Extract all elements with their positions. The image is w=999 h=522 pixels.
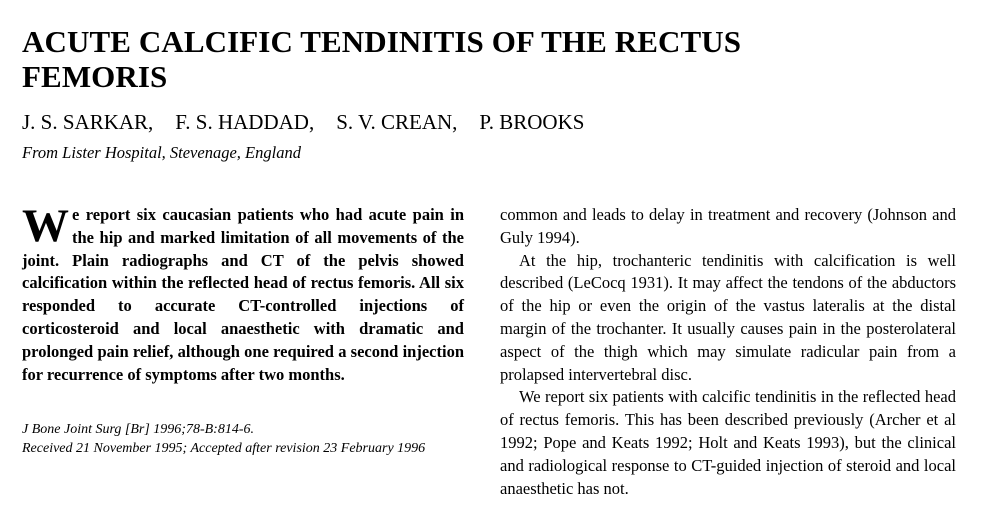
author-4: P. BROOKS (479, 110, 585, 134)
body-column-right (500, 204, 956, 500)
received-dates: Received 21 November 1995; Accepted after revision 23 February 1996 (22, 441, 426, 456)
article-title: ACUTE CALCIFIC TENDINITIS OF THE RECTUS FEMORIS (22, 24, 742, 94)
citation-block (22, 420, 492, 458)
author-3: S. V. CREAN, (336, 110, 458, 134)
abstract (22, 200, 464, 386)
abstract-text: e report six caucasian patients who had acute pain in the hip and marked limitation of all movements of the joint. Plain radiographs and CT of the pelvis showed calcification within the reflected head of rectus femoris. All six responded to accurate CT-controlled injections of corticosteroid and local anaesthetic with dramatic and prolonged pain relief, although one required a second injection for recurrence of symptoms after two months. (22, 205, 464, 384)
body-paragraph-2: At the hip, trochanteric tendinitis with calcification is well described (LeCocq 1931). It may affect the tendons of the abductors of the hip or even the origin of the vastus lateralis at the distal margin of the trochanter. It usually causes pain in the posterolateral aspect of the thigh which may simulate radicular pain from a prolapsed intervertebral disc. (500, 250, 956, 384)
author-1: J. S. SARKAR, (22, 110, 154, 134)
affiliation: From Lister Hospital, Stevenage, England (22, 143, 301, 162)
abstract-drop-cap: W (22, 200, 69, 252)
body-paragraph-1: common and leads to delay in treatment and recovery (Johnson and Guly 1994). (500, 205, 956, 247)
author-2: F. S. HADDAD, (175, 110, 315, 134)
journal-reference: J Bone Joint Surg [Br] 1996;78-B:814-6. (22, 422, 254, 437)
author-list (22, 109, 606, 135)
body-paragraph-3: We report six patients with calcific tendinitis in the reflected head of rectus femoris. This has been described previously (Archer et al 1992; Pope and Keats 1992; Holt and Keats 1993), but the clinical and radiological response to CT-guided injection of steroid and local anaesthetic has not. (500, 387, 956, 498)
